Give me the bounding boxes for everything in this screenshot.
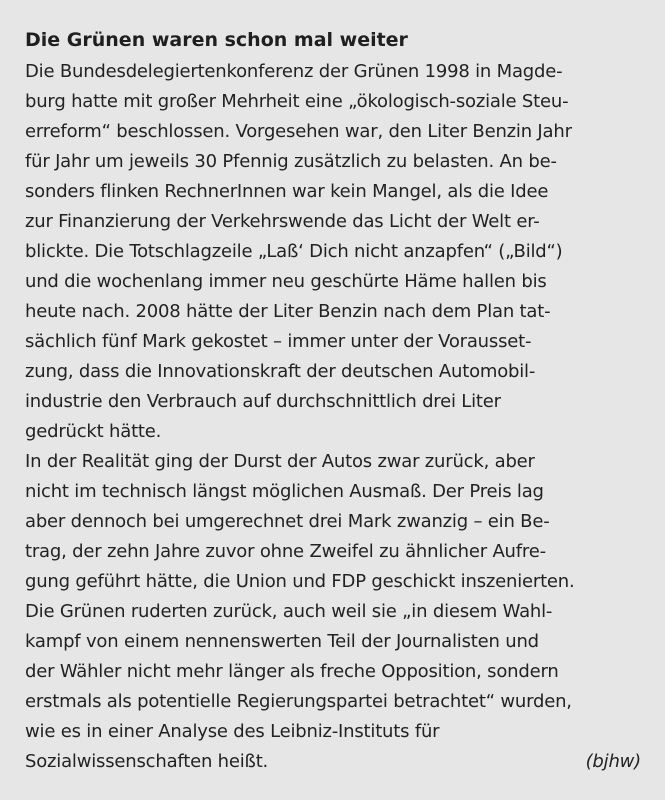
- article-line: Sozialwissenschaften heißt.: [25, 751, 269, 772]
- article-title: Die Grünen waren schon mal weiter: [25, 29, 408, 51]
- article-line: sonders flinken RechnerInnen war kein Mangel, als die Idee: [25, 181, 549, 202]
- article-line: industrie den Verbrauch auf durchschnittlich drei Liter: [25, 391, 501, 412]
- article-line: für Jahr um jeweils 30 Pfennig zusätzlich zu belasten. An be-: [25, 151, 557, 172]
- article-line: der Wähler nicht mehr länger als freche Opposition, sondern: [25, 661, 559, 682]
- article-line: Die Grünen ruderten zurück, auch weil sie „in diesem Wahl-: [25, 601, 553, 622]
- article-line: nicht im technisch längst möglichen Ausmaß. Der Preis lag: [25, 481, 544, 502]
- article-last-line: [25, 747, 641, 777]
- article-line: trag, der zehn Jahre zuvor ohne Zweifel zu ähnlicher Aufre-: [25, 541, 546, 562]
- article-body: [25, 57, 641, 777]
- article-line: erstmals als potentielle Regierungspartei betrachtet“ wurden,: [25, 691, 572, 712]
- article-line: gedrückt hätte.: [25, 421, 162, 442]
- article-line: und die wochenlang immer neu geschürte Häme hallen bis: [25, 271, 547, 292]
- article-line: Die Bundesdelegiertenkonferenz der Grünen 1998 in Magde-: [25, 61, 563, 82]
- article-line: zung, dass die Innovationskraft der deutschen Automobil-: [25, 361, 536, 382]
- article-line: aber dennoch bei umgerechnet drei Mark zwanzig – ein Be-: [25, 511, 550, 532]
- author-signature: (bjhw): [585, 751, 641, 772]
- article-line: wie es in einer Analyse des Leibniz-Instituts für: [25, 721, 440, 742]
- article-line: zur Finanzierung der Verkehrswende das Licht der Welt er-: [25, 211, 540, 232]
- article-line: gung geführt hätte, die Union und FDP geschickt inszenierten.: [25, 571, 575, 592]
- article-line: sächlich fünf Mark gekostet – immer unter der Vorausset-: [25, 331, 532, 352]
- article-line: In der Realität ging der Durst der Autos zwar zurück, aber: [25, 451, 535, 472]
- article-line: burg hatte mit großer Mehrheit eine „ökologisch-soziale Steu-: [25, 91, 569, 112]
- article-line: erreform“ beschlossen. Vorgesehen war, den Liter Benzin Jahr: [25, 121, 572, 142]
- article-line: blickte. Die Totschlagzeile „Laß‘ Dich nicht anzapfen“ („Bild“): [25, 241, 563, 262]
- article-line: kampf von einem nennenswerten Teil der Journalisten und: [25, 631, 539, 652]
- article-line: heute nach. 2008 hätte der Liter Benzin nach dem Plan tat-: [25, 301, 551, 322]
